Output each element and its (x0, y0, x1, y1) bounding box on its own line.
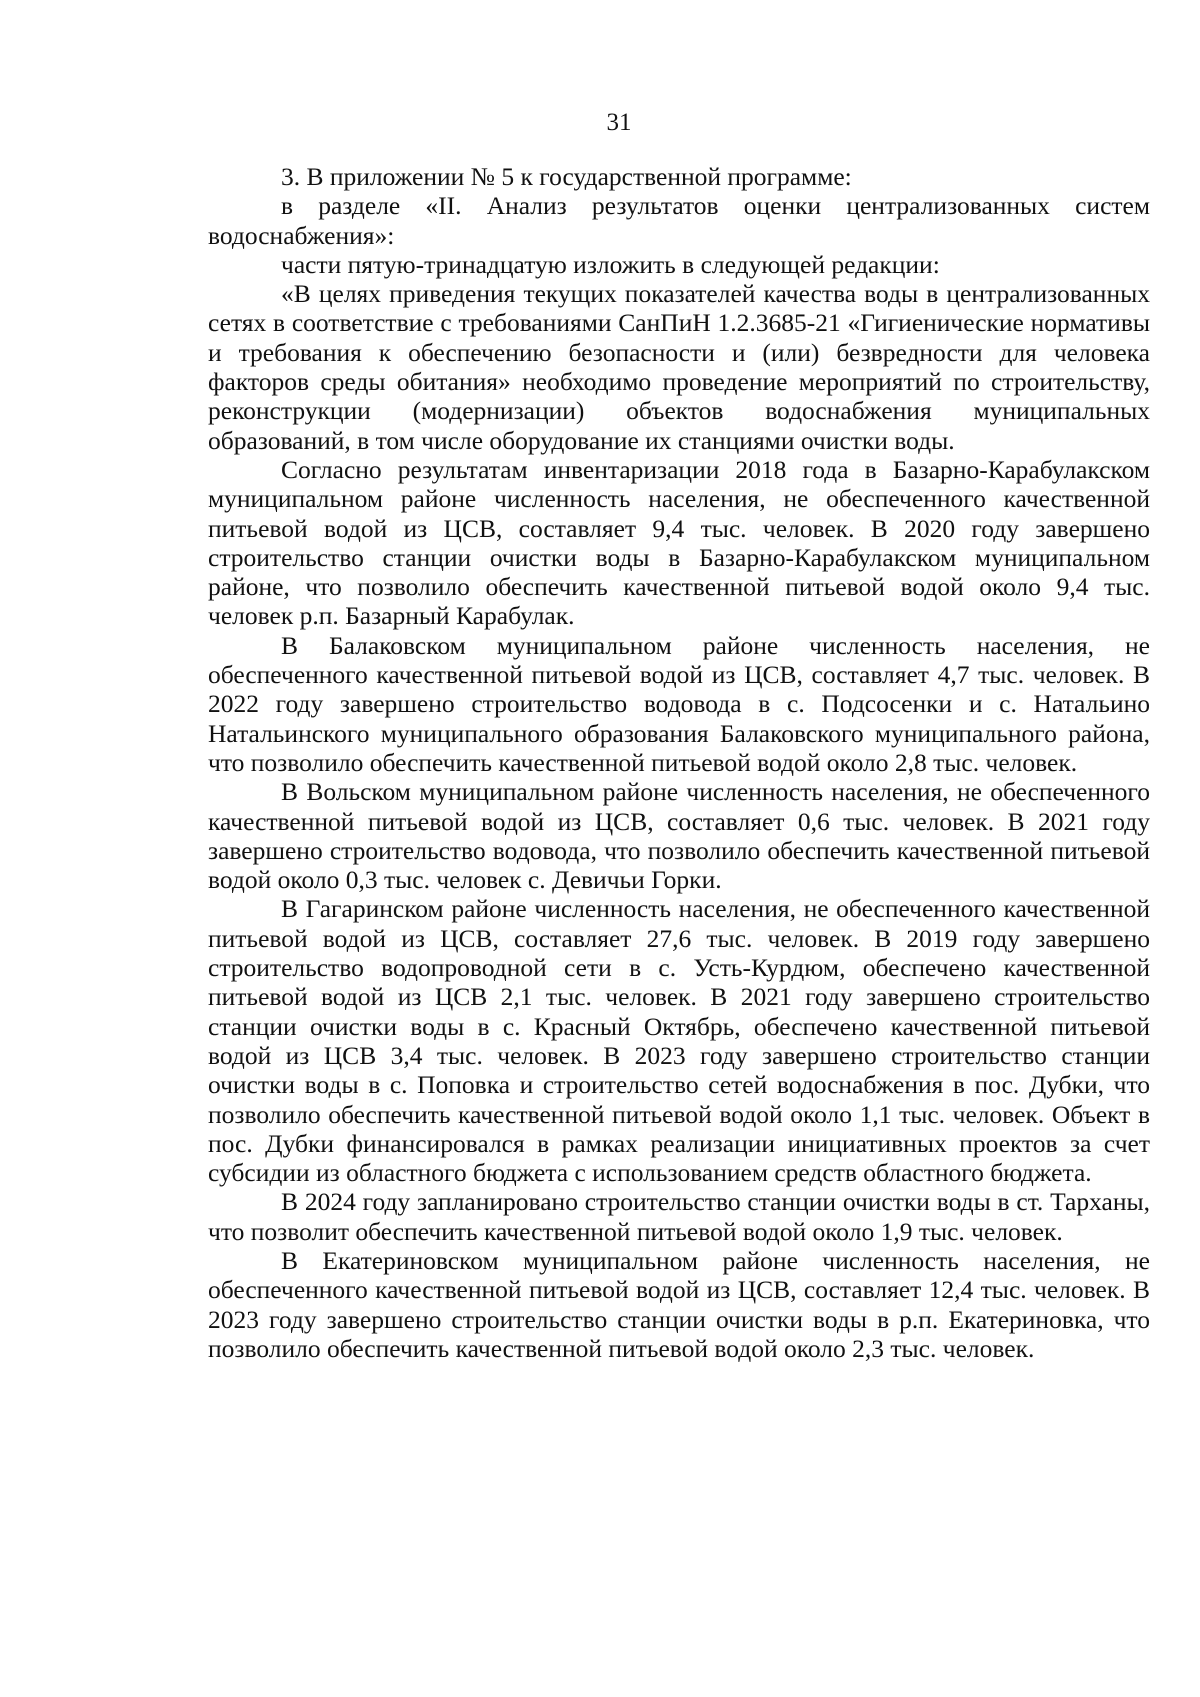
paragraph-volsk: В Вольском муниципальном районе численность населения, не обеспеченного качественной питьевой водой из ЦСВ, составляет 0,6 тыс. человек. В 2021 году завершено строительство водовода, что позволило обеспечить качественной питьевой водой около 0,3 тыс. человек с. Девичьи Горки. (208, 777, 1150, 895)
document-body (208, 162, 1150, 1363)
page-number: 31 (606, 109, 632, 136)
paragraph-gagarinsky: В Гагаринском районе численность населения, не обеспеченного качественной питьевой водой из ЦСВ, составляет 27,6 тыс. человек. В 2019 году завершено строительство водопроводной сети в с. Усть-Курдюм, обеспечено качественной питьевой водой из ЦСВ 2,1 тыс. человек. В 2021 году завершено строительство станции очистки воды в с. Красный Октябрь, обеспечено качественной питьевой водой из ЦСВ 3,4 тыс. человек. В 2023 году завершено строительство станции очистки воды в с. Поповка и строительство сетей водоснабжения в пос. Дубки, что позволило обеспечить качественной питьевой водой около 1,1 тыс. человек. Объект в пос. Дубки финансировался в рамках реализации инициативных проектов за счет субсидии из областного бюджета с использованием средств областного бюджета. (208, 894, 1150, 1188)
paragraph-section-reference: в разделе «II. Анализ результатов оценки централизованных систем водоснабжения»: (208, 191, 1150, 250)
paragraph-ekaterinovka: В Екатериновском муниципальном районе численность населения, не обеспеченного качественной питьевой водой из ЦСВ, составляет 12,4 тыс. человек. В 2023 году завершено строительство станции очистки воды в р.п. Екатериновка, что позволило обеспечить качественной питьевой водой около 2,3 тыс. человек. (208, 1245, 1150, 1363)
paragraph-balakovo: В Балаковском муниципальном районе численность населения, не обеспеченного качественной питьевой водой из ЦСВ, составляет 4,7 тыс. человек. В 2022 году завершено строительство водовода в с. Подсосенки и с. Натальино Натальинского муниципального образования Балаковского муниципального района, что позволило обеспечить качественной питьевой водой около 2,8 тыс. человек. (208, 630, 1150, 777)
paragraph-amendment-item: 3. В приложении № 5 к государственной программе: (281, 162, 852, 191)
paragraph-tarkhany-plan: В 2024 году запланировано строительство станции очистки воды в ст. Тарханы, что позволит обеспечить качественной питьевой водой около 1,9 тыс. человек. (208, 1187, 1150, 1246)
paragraph-bazarno-karabulak: Согласно результатам инвентаризации 2018 года в Базарно-Карабулакском муниципальном районе численность населения, не обеспеченного качественной питьевой водой из ЦСВ, составляет 9,4 тыс. человек. В 2020 году завершено строительство станции очистки воды в Базарно-Карабулакском муниципальном районе, что позволило обеспечить качественной питьевой водой около 9,4 тыс. человек р.п. Базарный Карабулак. (208, 454, 1150, 631)
paragraph-water-quality-measures: «В целях приведения текущих показателей качества воды в централизованных сетях в соответствие с требованиями СанПиН 1.2.3685-21 «Гигиенические нормативы и требования к обеспечению безопасности и (или) безвредности для человека факторов среды обитания» необходимо проведение мероприятий по строительству, реконструкции (модернизации) объектов водоснабжения муниципальных образований, в том числе оборудование их станциями очистки воды. (208, 279, 1150, 455)
paragraph-edit-instruction: части пятую-тринадцатую изложить в следующей редакции: (281, 249, 940, 279)
